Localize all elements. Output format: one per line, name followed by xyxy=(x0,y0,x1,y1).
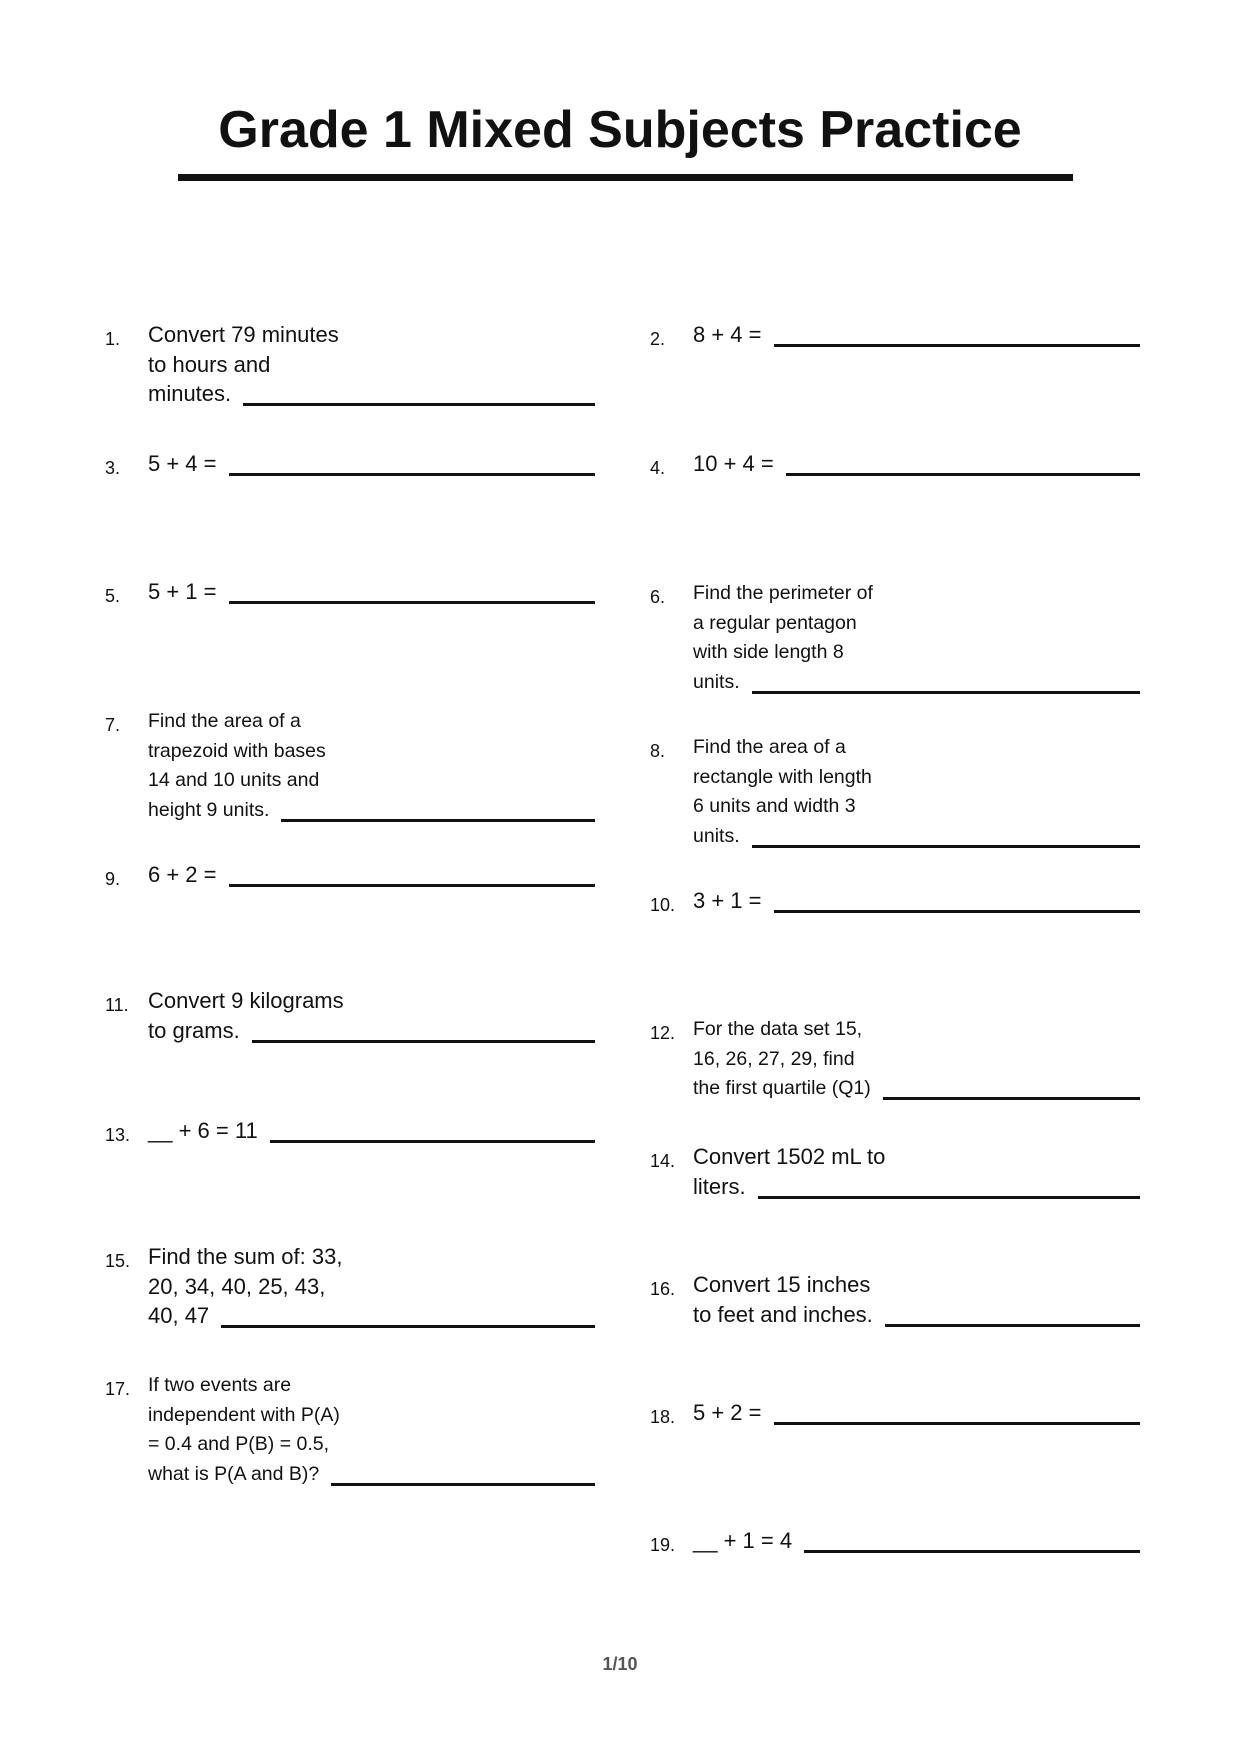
question-text-line: to hours and xyxy=(148,351,271,377)
question-text-line: 6 units and width 3 xyxy=(693,795,856,817)
question-text-line: 16, 26, 27, 29, find xyxy=(693,1047,855,1070)
question-number: 17. xyxy=(105,1379,131,1399)
question-text-line: with side length 8 xyxy=(693,641,844,663)
question-text-line: trapezoid with bases xyxy=(148,739,326,762)
question-number: 18. xyxy=(650,1407,676,1427)
question-text-line: Convert 15 inches xyxy=(693,1272,871,1297)
answer-blank[interactable] xyxy=(752,845,1140,848)
question-number: 13. xyxy=(105,1125,131,1145)
answer-blank[interactable] xyxy=(752,691,1140,694)
question-text-line: 5 + 4 = xyxy=(148,451,217,476)
answer-blank[interactable] xyxy=(229,884,595,887)
question-number: 3. xyxy=(105,458,121,478)
question-number: 5. xyxy=(105,586,121,606)
answer-blank[interactable] xyxy=(252,1040,595,1043)
question-text-line: If two events are xyxy=(148,1374,292,1396)
question-text-line: 14 and 10 units and xyxy=(148,769,320,791)
question-text-line: 20, 34, 40, 25, 43, xyxy=(148,1273,326,1299)
question-number: 12. xyxy=(650,1023,676,1043)
question-text-line: 6 + 2 = xyxy=(148,862,217,887)
question-number: 14. xyxy=(650,1151,676,1171)
answer-blank[interactable] xyxy=(270,1140,595,1143)
page-title: Grade 1 Mixed Subjects Practice xyxy=(218,101,1022,159)
page-number: 1/10 xyxy=(602,1654,638,1674)
question-text-line: the first quartile (Q1) xyxy=(693,1077,871,1099)
answer-blank[interactable] xyxy=(885,1324,1140,1327)
question-text-line: independent with P(A) xyxy=(148,1403,340,1426)
answer-blank[interactable] xyxy=(883,1097,1140,1100)
question-text-line: units. xyxy=(693,670,740,693)
question-text-line: height 9 units. xyxy=(148,798,270,821)
question-number: 1. xyxy=(105,329,121,349)
question-text-line: 3 + 1 = xyxy=(693,888,762,913)
question-text-line: to grams. xyxy=(148,1017,240,1043)
question-text-line: 5 + 1 = xyxy=(148,579,217,604)
answer-blank[interactable] xyxy=(774,1422,1140,1425)
answer-blank[interactable] xyxy=(243,403,595,406)
answer-blank[interactable] xyxy=(804,1550,1140,1553)
answer-blank[interactable] xyxy=(229,473,595,476)
question-number: 19. xyxy=(650,1535,676,1555)
question-number: 8. xyxy=(650,741,666,761)
question-text-line: 8 + 4 = xyxy=(693,322,762,347)
answer-blank[interactable] xyxy=(774,910,1140,913)
question-text-line: For the data set 15, xyxy=(693,1018,863,1040)
question-text-line: units. xyxy=(693,824,740,847)
question-text-line: 40, 47 xyxy=(148,1303,210,1328)
question-text-line: 10 + 4 = xyxy=(693,451,774,476)
question-text-line: to feet and inches. xyxy=(693,1301,873,1327)
answer-blank[interactable] xyxy=(758,1196,1140,1199)
question-text-line: liters. xyxy=(693,1173,746,1199)
question-number: 4. xyxy=(650,458,666,478)
answer-blank[interactable] xyxy=(229,601,595,604)
question-number: 15. xyxy=(105,1251,131,1271)
question-text-line: Convert 1502 mL to xyxy=(693,1144,886,1169)
question-text-line: Find the area of a xyxy=(693,736,846,758)
question-text-line: rectangle with length xyxy=(693,765,872,788)
question-text-line: a regular pentagon xyxy=(693,611,857,634)
question-text-line: what is P(A and B)? xyxy=(148,1462,320,1485)
question-text-line: Convert 79 minutes xyxy=(148,322,339,347)
question-text-line: Find the area of a xyxy=(148,710,301,732)
question-text-line: Find the sum of: 33, xyxy=(148,1244,343,1269)
question-number: 11. xyxy=(105,995,129,1015)
question-text-line: Convert 9 kilograms xyxy=(148,988,344,1013)
answer-blank[interactable] xyxy=(221,1325,595,1328)
question-text-line: Find the perimeter of xyxy=(693,582,873,604)
answer-blank[interactable] xyxy=(786,473,1140,476)
question-number: 16. xyxy=(650,1279,676,1299)
answer-blank[interactable] xyxy=(774,344,1140,347)
question-text-line: __ + 1 = 4 xyxy=(693,1528,793,1553)
question-number: 10. xyxy=(650,895,676,915)
question-number: 6. xyxy=(650,587,666,607)
answer-blank[interactable] xyxy=(281,819,595,822)
question-number: 9. xyxy=(105,869,121,889)
question-text-line: = 0.4 and P(B) = 0.5, xyxy=(148,1433,330,1455)
answer-blank[interactable] xyxy=(331,1483,595,1486)
question-text-line: __ + 6 = 11 xyxy=(148,1118,258,1143)
title-divider xyxy=(178,174,1073,181)
question-number: 2. xyxy=(650,329,666,349)
question-text-line: 5 + 2 = xyxy=(693,1400,762,1425)
question-number: 7. xyxy=(105,715,121,735)
question-text-line: minutes. xyxy=(148,381,232,406)
